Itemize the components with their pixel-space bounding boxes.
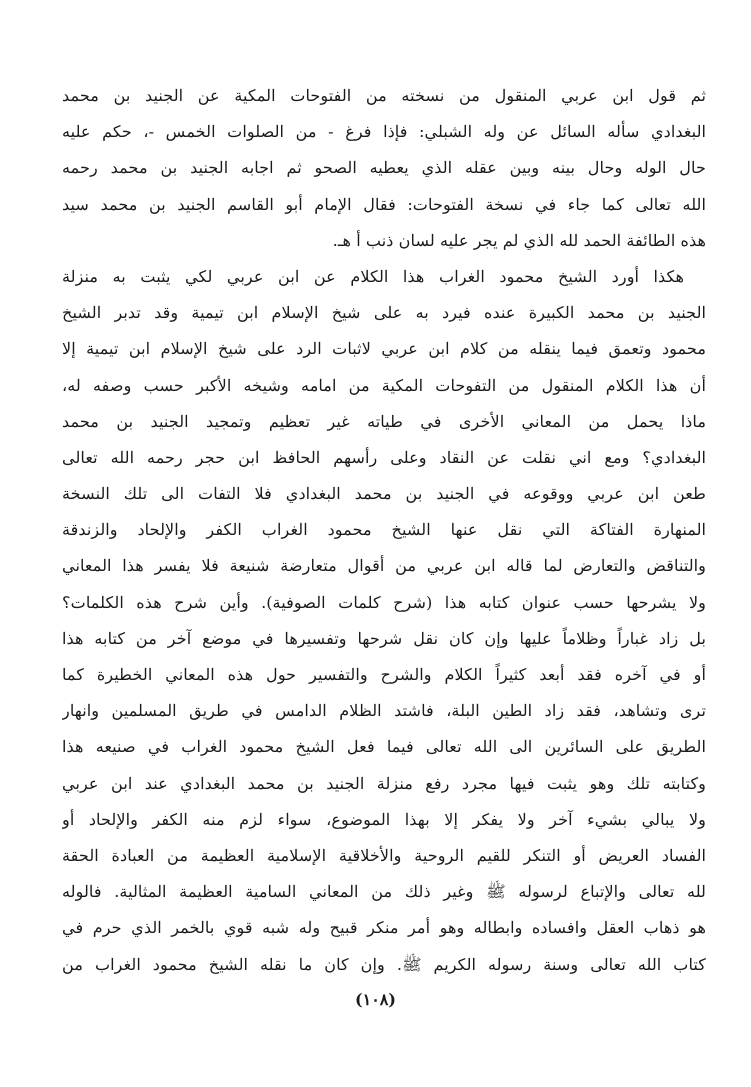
text-line: ترى وتشاهد، فقد زاد الطين البلة، فاشتد الظلام الدامس في طريق المسلمين وانهار [62, 701, 706, 721]
text-line: حال الوله وحال بينه وبين عقله الذي يعطيه الصحو ثم اجابه الجنيد بن محمد رحمه [62, 158, 706, 178]
text-line: الجنيد بن محمد الكبيرة عنده فيرد به على شيخ الإسلام ابن تيمية وقد تدبر الشيخ [62, 303, 706, 323]
text-line: بل زاد غباراً وظلاماً عليها وإن كان نقل شرحها وتفسيرها في موضع آخر من كتابه هذا [62, 628, 706, 648]
text-line: المنهارة الفتاكة التي نقل عنها الشيخ محمود الغراب الكفر والإلحاد والزندقة [62, 520, 706, 540]
text-line: الفساد العريض أو التنكر للقيم الروحية والأخلاقية الإسلامية العظيمة من العبادة الحقة [62, 845, 706, 865]
text-line: وكتابته تلك وهو يثبت فيها مجرد رفع منزلة الجنيد بن محمد البغدادي عند ابن عربي [62, 773, 706, 793]
body-text [62, 78, 706, 983]
text-line: هذه الطائفة الحمد لله الذي لم يجر عليه لسان ذنب أ هـ. [332, 230, 706, 250]
text-line: كتاب الله تعالى وسنة رسوله الكريم ﷺ. وإن كان ما نقله الشيخ محمود الغراب من [62, 954, 706, 974]
text-line: ثم قول ابن عربي المنقول من نسخته من الفتوحات المكية عن الجنيد بن محمد [62, 86, 706, 105]
text-line: محمود وتعمق فيما ينقله من كلام ابن عربي لاثبات الرد على شيخ الإسلام ابن تيمية إلا [62, 339, 706, 359]
text-line: ولا يبالي بشيء آخر ولا يفكر إلا بهذا الموضوع، سواء لزم منه الكفر والإلحاد أو [62, 809, 706, 829]
text-line: هو ذهاب العقل وافساده وابطاله وهو أمر منكر قبيح وله شبه قوي بالخمر الذي حرم في [62, 918, 706, 938]
text-line: البغدادي سأله السائل عن وله الشبلي: فإذا فرغ - من الصلوات الخمس -، حكم عليه [62, 122, 706, 142]
text-line: طعن ابن عربي ووقوعه في الجنيد بن محمد البغدادي فلا التفات الى تلك النسخة [62, 484, 706, 504]
text-line: لله تعالى والإتباع لرسوله ﷺ وغير ذلك من المعاني السامية العظيمة المثالية. فالوله [62, 882, 706, 902]
text-line: ولا يشرحها حسب عنوان كتابه هذا (شرح كلمات الصوفية). وأين شرح هذه الكلمات؟ [62, 592, 706, 612]
text-line: البغدادي؟ ومع اني نقلت عن النقاد وعلى رأسهم الحافظ ابن حجر رحمه الله تعالى [62, 447, 706, 467]
text-line: ماذا يحمل من المعاني الأخرى في طياته غير تعظيم وتمجيد الجنيد بن محمد [62, 411, 706, 431]
text-line: الله تعالى كما جاء في نسخة الفتوحات: فقال الإمام أبو القاسم الجنيد بن محمد سيد [62, 194, 706, 214]
page-number: (١٠٨) [355, 990, 396, 1009]
text-line: هكذا أورد الشيخ محمود الغراب هذا الكلام عن ابن عربي لكي يثبت به منزلة [62, 266, 684, 286]
text-line: والتناقض والتعارض لما قاله ابن عربي من أقوال متعارضة شنيعة فلا يفسر هذا المعاني [62, 556, 706, 576]
text-line: الطريق على السائرين الى الله تعالى فيما فعل الشيخ محمود الغراب في صنيعه هذا [62, 737, 706, 757]
text-line: أن هذا الكلام المنقول من التفوحات المكية من امامه وشيخه الأكبر حسب وصفه له، [62, 375, 706, 395]
text-line: أو في آخره فقد أبعد كثيراً الكلام والشرح والتفسير حول هذه المعاني الخطيرة كما [62, 665, 706, 684]
